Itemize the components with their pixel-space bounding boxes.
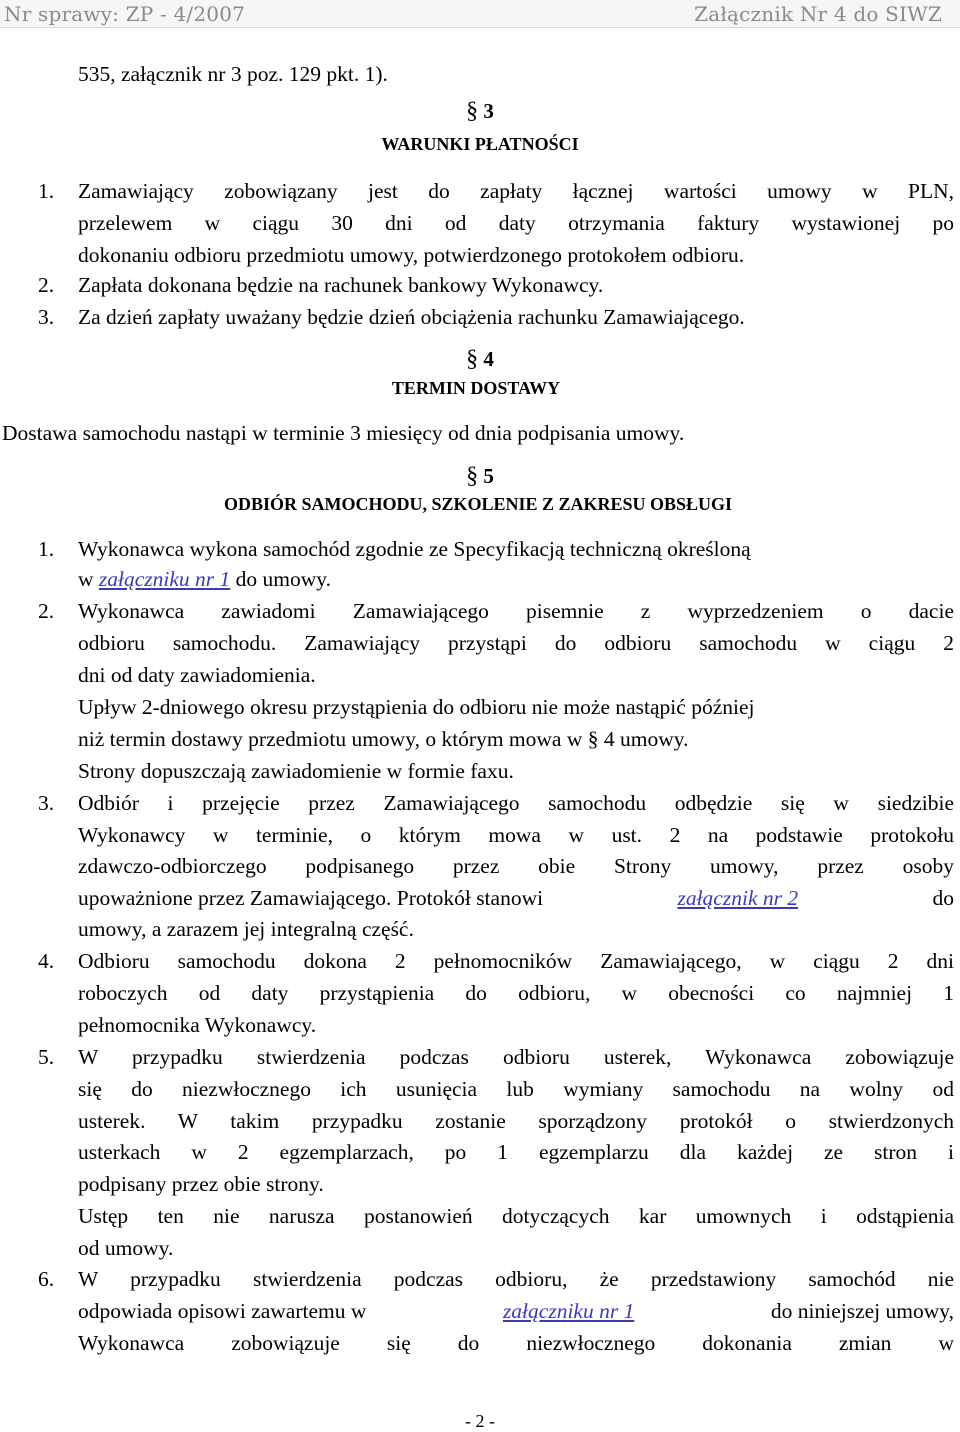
attachment-label: Załącznik Nr 4 do SIWZ (694, 2, 942, 26)
paragraph-line: umowy, a zarazem jej integralną część. (78, 917, 414, 941)
paragraph-line: Wykonawca zobowiązuje się do niezwłocznego dokonania zmian w (78, 1331, 954, 1355)
paragraph-sign: § (466, 346, 479, 372)
paragraph-line: podpisany przez obie strony. (78, 1172, 324, 1196)
paragraph-line: usterkach w 2 egzemplarzach, po 1 egzemplarzu dla każdej ze stron i (78, 1140, 954, 1164)
section-5-heading (0, 463, 960, 490)
section-5-title: ODBIÓR SAMOCHODU, SZKOLENIE Z ZAKRESU OBSŁUGI (223, 494, 733, 514)
item-number: 4. (38, 949, 55, 973)
page-header (0, 0, 960, 28)
delivery-text: Dostawa samochodu nastąpi w terminie 3 miesięcy od dnia podpisania umowy. (2, 421, 685, 445)
paragraph-line: Zapłata dokonana będzie na rachunek bankowy Wykonawcy. (78, 273, 604, 297)
paragraph-sign: § (466, 463, 479, 489)
item-number: 3. (38, 305, 55, 329)
paragraph-line: Wykonawca zawiadomi Zamawiającego pisemnie z wyprzedzeniem o dacie (78, 599, 954, 623)
section-number: 4 (483, 347, 494, 371)
paragraph-line: zdawczo-odbiorczego podpisanego przez obie Strony umowy, przez osoby (78, 854, 954, 878)
paragraph-line: roboczych od daty przystąpienia do odbioru, w obecności co najmniej 1 (78, 981, 954, 1005)
paragraph-line: niż termin dostawy przedmiotu umowy, o którym mowa w § 4 umowy. (78, 727, 689, 751)
paragraph-line: dokonaniu odbioru przedmiotu umowy, potwierdzonego protokołem odbioru. (78, 243, 745, 267)
paragraph-line: W przypadku stwierdzenia podczas odbioru, że przedstawiony samochód nie (78, 1267, 954, 1291)
paragraph-line (78, 885, 954, 911)
paragraph-sign: § (466, 98, 479, 124)
paragraph-line: od umowy. (78, 1236, 174, 1260)
item-number: 2. (38, 599, 55, 623)
attachment-2-link[interactable]: załącznik nr 2 (677, 886, 799, 910)
paragraph-line: Odbiór i przejęcie przez Zamawiającego samochodu odbędzie się w siedzibie (78, 791, 954, 815)
paragraph-line: się do niezwłocznego ich usunięcia lub wymiany samochodu na wolny od (78, 1077, 954, 1101)
paragraph-line: Strony dopuszczają zawiadomienie w formie faxu. (78, 759, 514, 783)
text-fragment: odpowiada opisowi zawartemu w (78, 1299, 367, 1323)
section-3-title: WARUNKI PŁATNOŚCI (381, 134, 579, 154)
text-fragment: w (78, 567, 99, 591)
paragraph-line: przelewem w ciągu 30 dni od daty otrzymania faktury wystawionej po (78, 211, 954, 235)
section-4-title: TERMIN DOSTAWY (391, 378, 561, 398)
paragraph-line: Zamawiający zobowiązany jest do zapłaty łącznej wartości umowy w PLN, (78, 179, 954, 203)
paragraph-line: Odbioru samochodu dokona 2 pełnomocników Zamawiającego, w ciągu 2 dni (78, 949, 954, 973)
item-number: 6. (38, 1267, 55, 1291)
section-number: 5 (483, 464, 494, 488)
paragraph-line: pełnomocnika Wykonawcy. (78, 1013, 317, 1037)
item-number: 2. (38, 273, 55, 297)
section-number: 3 (483, 99, 494, 123)
paragraph-line: Za dzień zapłaty uważany będzie dzień obciążenia rachunku Zamawiającego. (78, 305, 745, 329)
paragraph-line: Upływ 2-dniowego okresu przystąpienia do odbioru nie może nastąpić później (78, 695, 755, 719)
paragraph-line: W przypadku stwierdzenia podczas odbioru usterek, Wykonawca zobowiązuje (78, 1045, 954, 1069)
paragraph-line (78, 1298, 954, 1324)
text-fragment: do (932, 886, 954, 910)
case-number: Nr sprawy: ZP - 4/2007 (4, 2, 246, 26)
item-number: 5. (38, 1045, 55, 1069)
item-number: 1. (38, 179, 55, 203)
continued-text: 535, załącznik nr 3 poz. 129 pkt. 1). (78, 62, 388, 86)
section-3-heading (0, 98, 960, 125)
attachment-1-link[interactable]: załączniku nr 1 (98, 567, 231, 591)
text-fragment: do niniejszej umowy, (770, 1299, 954, 1323)
paragraph-line (78, 566, 331, 592)
item-number: 3. (38, 791, 55, 815)
item-number: 1. (38, 537, 55, 561)
paragraph-line: odbioru samochodu. Zamawiający przystąpi do odbioru samochodu w ciągu 2 (78, 631, 954, 655)
attachment-1-link[interactable]: załączniku nr 1 (502, 1299, 635, 1323)
text-fragment: upoważnione przez Zamawiającego. Protokół stanowi (78, 886, 544, 910)
page-number: - 2 - (465, 1411, 495, 1431)
section-4-heading (0, 346, 960, 373)
paragraph-line: dni od daty zawiadomienia. (78, 663, 316, 687)
paragraph-line: Ustęp ten nie narusza postanowień dotyczących kar umownych i odstąpienia (78, 1204, 954, 1228)
paragraph-line: usterek. W takim przypadku zostanie sporządzony protokół o stwierdzonych (78, 1109, 954, 1133)
paragraph-line: Wykonawca wykona samochód zgodnie ze Specyfikacją techniczną określoną (78, 537, 751, 561)
paragraph-line: Wykonawcy w terminie, o którym mowa w ust. 2 na podstawie protokołu (78, 823, 954, 847)
text-fragment: do umowy. (230, 567, 332, 591)
